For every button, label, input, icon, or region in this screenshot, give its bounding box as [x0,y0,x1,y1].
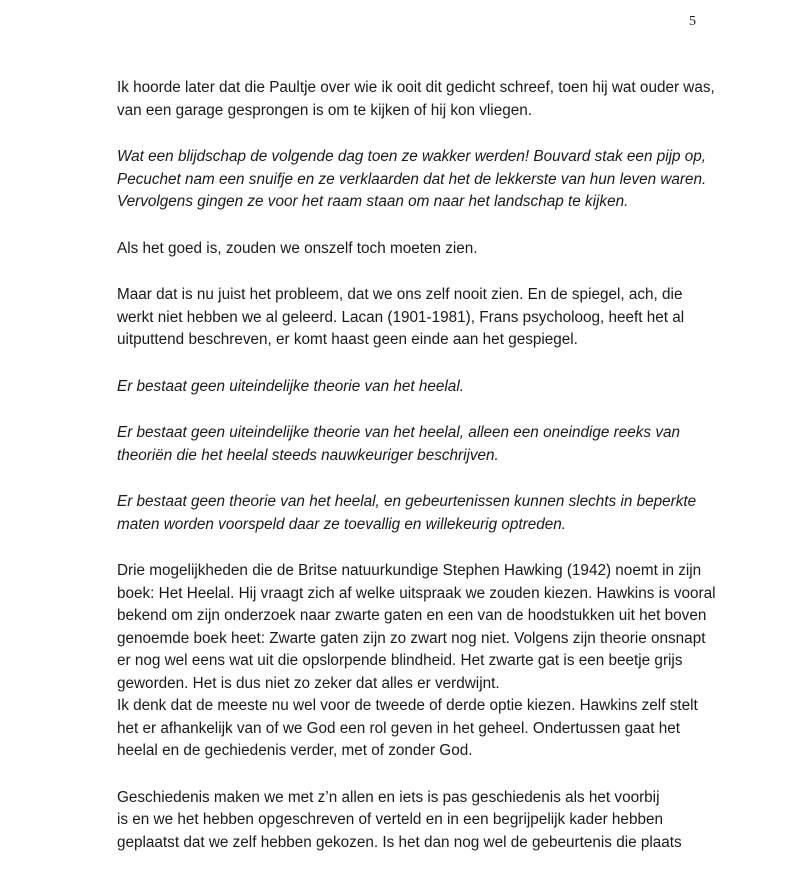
text-line: Pecuchet nam een snuifje en ze verklaarden dat het de lekkerste van hun leven waren. [117,170,707,188]
text-line: van een garage gesprongen is om te kijken of hij kon vliegen. [117,101,532,119]
text-line: er nog wel eens wat uit die opslorpende blindheid. Het zwarte gat is een beetje grijs [117,652,683,669]
text-line: werkt niet hebben we al geleerd. Lacan (1901-1981), Frans psycholoog, heeft het al [117,308,685,326]
text-line: Er bestaat geen theorie van het heelal, en gebeurtenissen kunnen slechts in beperkte [117,493,697,510]
text-line: Vervolgens gingen ze voor het raam staan om naar het landschap te kijken. [117,193,629,210]
body-paragraph [117,560,737,695]
text-line: Drie mogelijkheden die de Britse natuurkundige Stephen Hawking (1942) noemt in zijn [117,562,702,579]
text-line: Geschiedenis maken we met z’n allen en iets is pas geschiedenis als het voorbij [117,788,660,806]
text-line: geworden. Het is dus niet zo zeker dat alles er verdwijnt. [117,674,500,692]
text-line: heelal en de gechiedenis verder, met of zonder God. [117,742,473,759]
text-line: bekend om zijn onderzoek naar zwarte gaten en een van de hoodstukken uit het boven [117,607,707,624]
text-line: geplaatst dat we zelf hebben gekozen. Is het dan nog wel de gebeurtenis die plaats [117,833,682,851]
body-paragraph [117,695,737,763]
text-line: Wat een blijdschap de volgende dag toen ze wakker werden! Bouvard stak een pijp op, [117,148,707,165]
text-line: Maar dat is nu juist het probleem, dat we ons zelf nooit zien. En de spiegel, ach, die [117,286,683,303]
text-line: Ik denk dat de meeste nu wel voor de tweede of derde optie kiezen. Hawkins zelf stelt [117,697,698,714]
document-body [117,77,737,878]
page-number: 5 [689,14,696,29]
text-line: uitputtend beschreven, er komt haast geen einde aan het gespiegel. [117,331,578,348]
text-line: genoemde boek heet: Zwarte gaten zijn zo zwart nog niet. Volgens zijn theorie onsnapt [117,629,706,647]
body-paragraph [117,77,737,122]
text-line: boek: Het Heelal. Hij vraagt zich af welke uitspraak we zouden kiezen. Hawkins is vooral [117,584,716,602]
text-line: Ik hoorde later dat die Paultje over wie ik ooit dit gedicht schreef, toen hij wat ouder was, [117,79,715,96]
text-line: maten worden voorspeld daar ze toevallig en willekeurig optreden. [117,515,566,533]
text-line: theoriën die het heelal steeds nauwkeuriger beschrijven. [117,446,499,464]
body-paragraph [117,238,737,261]
quote-paragraph [117,146,737,214]
text-line: Er bestaat geen uiteindelijke theorie van het heelal. [117,377,464,395]
text-line: het er afhankelijk van of we God een rol geven in het geheel. Ondertussen gaat het [117,719,680,737]
body-paragraph [117,787,737,855]
text-line: is en we het hebben opgeschreven of verteld en in een begrijpelijk kader hebben [117,811,663,828]
text-line: Als het goed is, zouden we onszelf toch moeten zien. [117,239,478,257]
quote-paragraph [117,422,737,467]
quote-paragraph [117,491,737,536]
text-line: Er bestaat geen uiteindelijke theorie van het heelal, alleen een oneindige reeks van [117,424,680,441]
quote-paragraph [117,376,737,399]
body-paragraph [117,284,737,352]
